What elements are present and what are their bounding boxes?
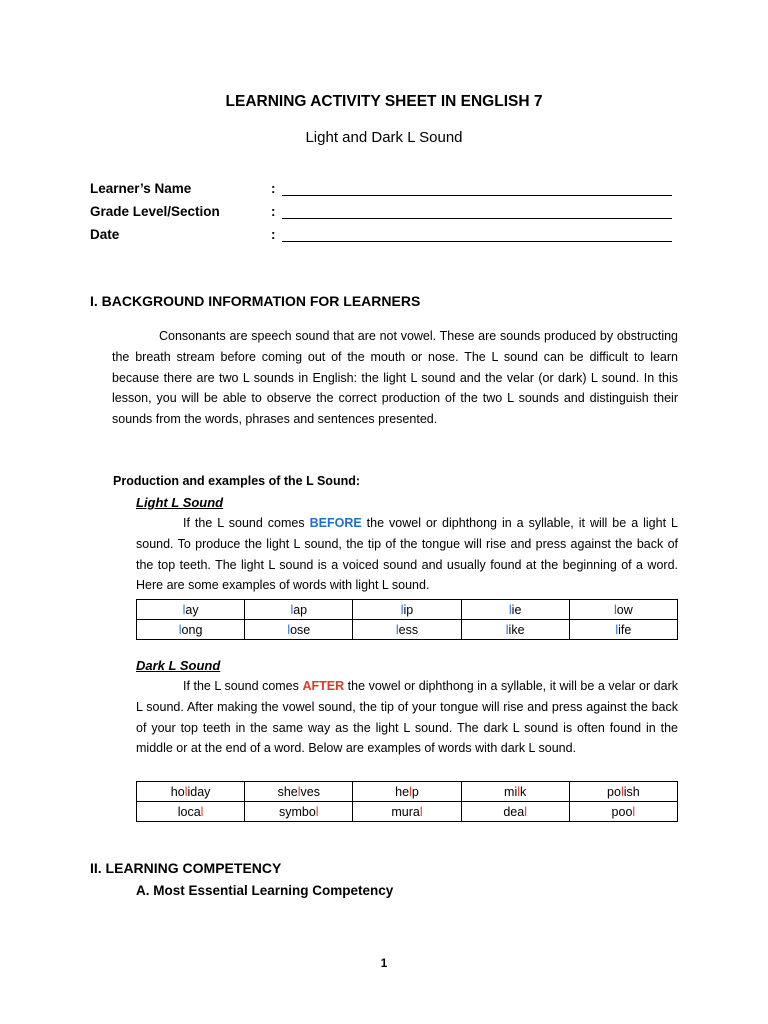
before-keyword: BEFORE xyxy=(309,516,362,530)
grade-section-label: Grade Level/Section xyxy=(90,204,220,219)
grade-section-colon: : xyxy=(271,204,276,219)
word-cell: shelves xyxy=(245,782,353,802)
learner-name-line[interactable] xyxy=(282,181,672,196)
table-row xyxy=(137,600,678,620)
document-title: LEARNING ACTIVITY SHEET IN ENGLISH 7 xyxy=(225,93,543,110)
table-row xyxy=(137,620,678,640)
dark-l-table xyxy=(136,781,678,822)
learner-name-colon: : xyxy=(271,181,276,196)
word-cell: milk xyxy=(461,782,569,802)
date-label: Date xyxy=(90,227,120,242)
section-1-heading: I. BACKGROUND INFORMATION FOR LEARNERS xyxy=(90,293,421,309)
word-cell: help xyxy=(353,782,461,802)
word-cell: lie xyxy=(461,600,569,620)
section-2-heading: II. LEARNING COMPETENCY xyxy=(90,860,282,876)
word-cell: lose xyxy=(245,620,353,640)
word-cell: less xyxy=(353,620,461,640)
word-cell: symbol xyxy=(245,802,353,822)
grade-section-line[interactable] xyxy=(282,204,672,219)
document-subtitle: Light and Dark L Sound xyxy=(305,129,463,146)
word-cell: lap xyxy=(245,600,353,620)
word-cell: deal xyxy=(461,802,569,822)
word-cell: like xyxy=(461,620,569,640)
table-row xyxy=(137,802,678,822)
word-cell: life xyxy=(569,620,677,640)
word-cell: pool xyxy=(569,802,677,822)
melc-subheading: A. Most Essential Learning Competency xyxy=(136,883,394,898)
production-heading: Production and examples of the L Sound: xyxy=(113,474,361,488)
date-line[interactable] xyxy=(282,227,672,242)
learner-name-label: Learner’s Name xyxy=(90,181,192,196)
word-cell: low xyxy=(569,600,677,620)
word-cell: mural xyxy=(353,802,461,822)
word-cell: lip xyxy=(353,600,461,620)
dark-l-paragraph: If the L sound comes AFTER the vowel or diphthong in a syllable, it will be a velar or dark L sound. After making the vowel sound, the tip of your tongue will rise and press against the back of your top teeth in the same way as the light L sound. The dark L sound is often found in the middle or at the end of a word. Below are examples of words with dark L sound. xyxy=(136,679,678,756)
light-l-paragraph: If the L sound comes BEFORE the vowel or diphthong in a syllable, it will be a light L sound. To produce the light L sound, the tip of the tongue will rise and press against the back of the top teeth. The light L sound is a voiced sound and usually found at the beginning of a word. Here are some examples of words with light L sound. xyxy=(136,516,678,593)
light-l-table xyxy=(136,599,678,640)
dark-l-heading: Dark L Sound xyxy=(136,658,221,673)
word-cell: polish xyxy=(569,782,677,802)
background-paragraph: Consonants are speech sound that are not vowel. These are sounds produced by obstructing the breath stream before coming out of the mouth or nose. The L sound can be difficult to learn because there are two L sounds in English: the light L sound and the velar (or dark) L sound. In this lesson, you will be able to observe the correct production of the two L sounds and distinguish their sounds from the words, phrases and sentences presented. xyxy=(112,329,678,427)
word-cell: holiday xyxy=(137,782,245,802)
word-cell: local xyxy=(137,802,245,822)
after-keyword: AFTER xyxy=(302,679,345,693)
word-cell: lay xyxy=(137,600,245,620)
page-number: 1 xyxy=(380,956,388,970)
light-l-heading: Light L Sound xyxy=(136,495,224,510)
table-row xyxy=(137,782,678,802)
date-colon: : xyxy=(271,227,276,242)
word-cell: long xyxy=(137,620,245,640)
